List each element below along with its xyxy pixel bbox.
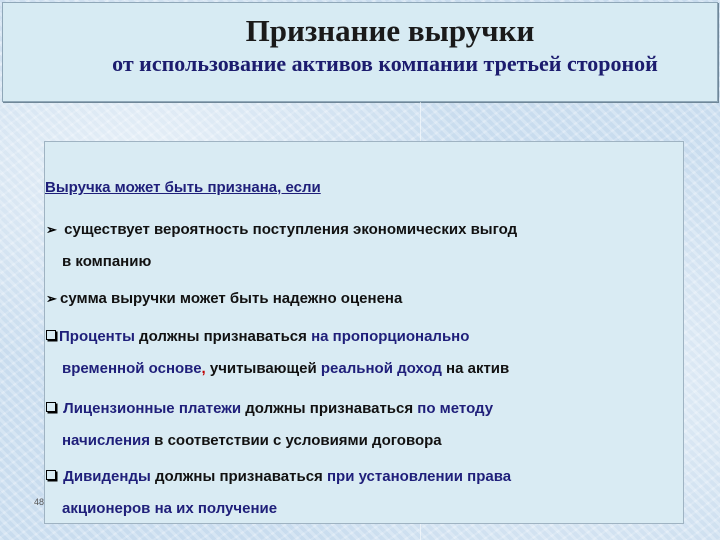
- arrow-bullet-icon: ➢: [46, 222, 57, 237]
- slide-subtitle: от использование активов компании третьей стороной: [112, 51, 658, 76]
- list-item-probability: [46, 214, 676, 278]
- item-text: сумма выручки может быть надежно оценена: [60, 290, 403, 307]
- item-comma: ,: [201, 360, 206, 377]
- list-item-royalties: [46, 393, 676, 457]
- intro-text: Выручка может быть признана, если: [45, 179, 321, 196]
- item-text: должны признаваться: [134, 328, 312, 345]
- title-box: [2, 2, 718, 102]
- slide-title: Признание выручки: [245, 13, 535, 48]
- item-text: на актив: [441, 360, 510, 377]
- item-highlight: при установлении права: [326, 468, 512, 485]
- item-term: Дивиденды: [59, 468, 151, 485]
- item-text: должны признаваться: [150, 468, 327, 485]
- item-term: Проценты: [59, 328, 135, 345]
- list-item-measurement: [46, 283, 676, 315]
- item-highlight: начисления: [62, 432, 151, 449]
- list-item-interest: [46, 321, 676, 385]
- slide-number: 48: [34, 497, 45, 507]
- item-text: должны признаваться: [241, 400, 418, 417]
- item-text: учитывающей: [205, 360, 321, 377]
- square-bullet-icon: [46, 402, 56, 412]
- item-highlight: на пропорционально: [311, 328, 470, 345]
- item-highlight: по методу: [417, 400, 494, 417]
- item-text: в соответствии с условиями договора: [150, 432, 442, 449]
- square-bullet-icon: [46, 330, 56, 340]
- item-highlight: акционеров на их получение: [62, 500, 278, 517]
- item-text-continued: в компанию: [62, 253, 152, 270]
- item-text: существует вероятность поступления экономических выгод: [60, 221, 518, 238]
- square-bullet-icon: [46, 470, 56, 480]
- arrow-bullet-icon: ➢: [46, 291, 57, 306]
- list-item-dividends: [46, 461, 676, 525]
- item-highlight: реальной доход: [320, 360, 442, 377]
- item-highlight: временной основе: [62, 360, 202, 377]
- item-term: Лицензионные платежи: [59, 400, 242, 417]
